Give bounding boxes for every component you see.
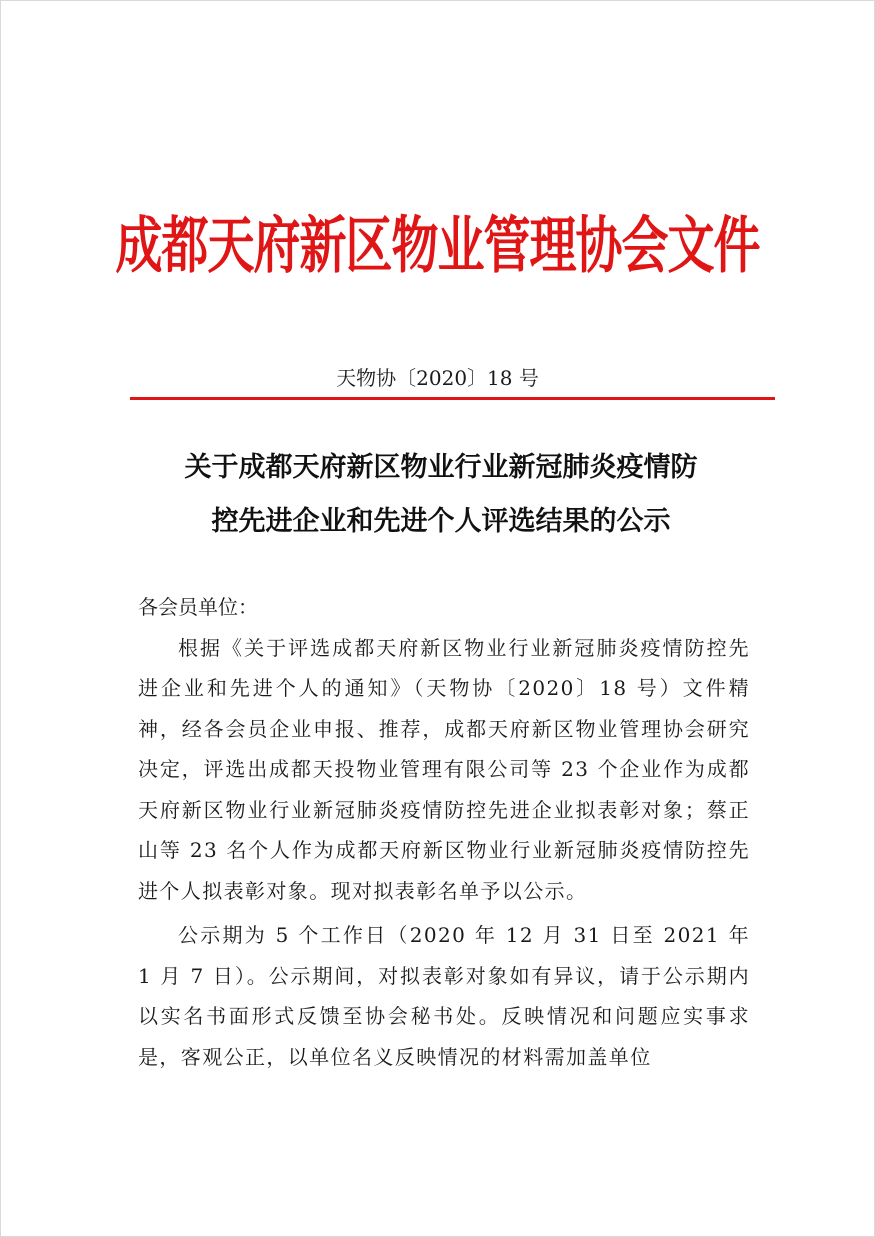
salutation: 各会员单位：	[138, 595, 258, 619]
title-line-1: 关于成都天府新区物业行业新冠肺炎疫情防	[184, 452, 698, 483]
document-title	[111, 441, 771, 549]
document-body	[138, 587, 750, 1077]
body-paragraph-2: 公示期为 5 个工作日（2020 年 12 月 31 日至 2021 年 1 月 7 日）。公示期间，对拟表彰对象如有异议，请于公示期内以实名书面形式反馈至协会秘书处。反映情况和问题应实事求是，客观公正，以单位名义反映情况的材料需加盖单位	[138, 923, 750, 1069]
red-divider-rule	[130, 397, 775, 400]
document-number: 天物协〔2020〕18 号	[336, 366, 539, 390]
title-line-2: 控先进企业和先进个人评选结果的公示	[211, 506, 671, 537]
masthead-title: 成都天府新区物业管理协会文件	[115, 210, 760, 283]
body-paragraph-1: 根据《关于评选成都天府新区物业行业新冠肺炎疫情防控先进企业和先进个人的通知》（天物协〔2020〕18 号）文件精神，经各会员企业申报、推荐，成都天府新区物业管理协会研究决定，评选出成都天投物业管理有限公司等 23 个企业作为成都天府新区物业行业新冠肺炎疫情防控先进企业拟表彰对象；蔡正山等 23 名个人作为成都天府新区物业行业新冠肺炎疫情防控先进个人拟表彰对象。现对拟表彰名单予以公示。	[138, 635, 750, 903]
